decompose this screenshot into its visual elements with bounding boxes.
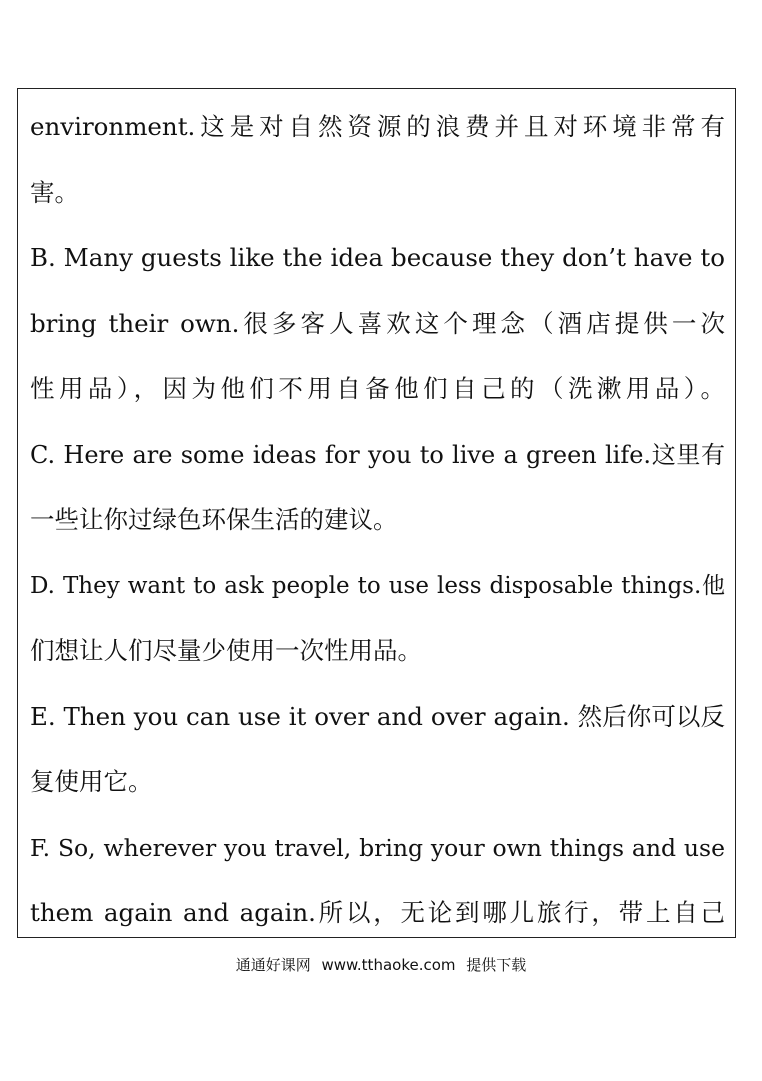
text-line: bring their own.很多客人喜欢这个理念（酒店提供一次 (30, 309, 725, 338)
option-b-line: B. Many guests like the idea because they don’t have to (30, 243, 725, 272)
text-line: them again and again.所以，无论到哪儿旅行，带上自己 (30, 898, 725, 927)
footer-url[interactable]: www.tthaoke.com (321, 956, 456, 974)
text-line: environment.这是对自然资源的浪费并且对环境非常有 (30, 112, 725, 141)
footer-suffix: 提供下载 (466, 956, 527, 974)
text-line: 们想让人们尽量少使用一次性用品。 (30, 636, 422, 665)
text-line: 性用品），因为他们不用自备他们自己的（洗漱用品）。 (30, 374, 725, 403)
text-line: 一些让你过绿色环保生活的建议。 (30, 505, 398, 534)
page-footer (0, 954, 762, 976)
option-e-line: E. Then you can use it over and over again. 然后你可以反 (30, 702, 725, 731)
option-c-line: C. Here are some ideas for you to live a green life.这里有 (30, 441, 725, 469)
footer-site-name: 通通好课网 (235, 956, 311, 974)
text-line: 复使用它。 (30, 767, 153, 796)
text-line: 害。 (30, 178, 79, 207)
document-frame (17, 88, 736, 938)
option-f-line: F. So, wherever you travel, bring your own things and use (30, 834, 725, 862)
option-d-line: D. They want to ask people to use less disposable things.他 (30, 573, 725, 599)
